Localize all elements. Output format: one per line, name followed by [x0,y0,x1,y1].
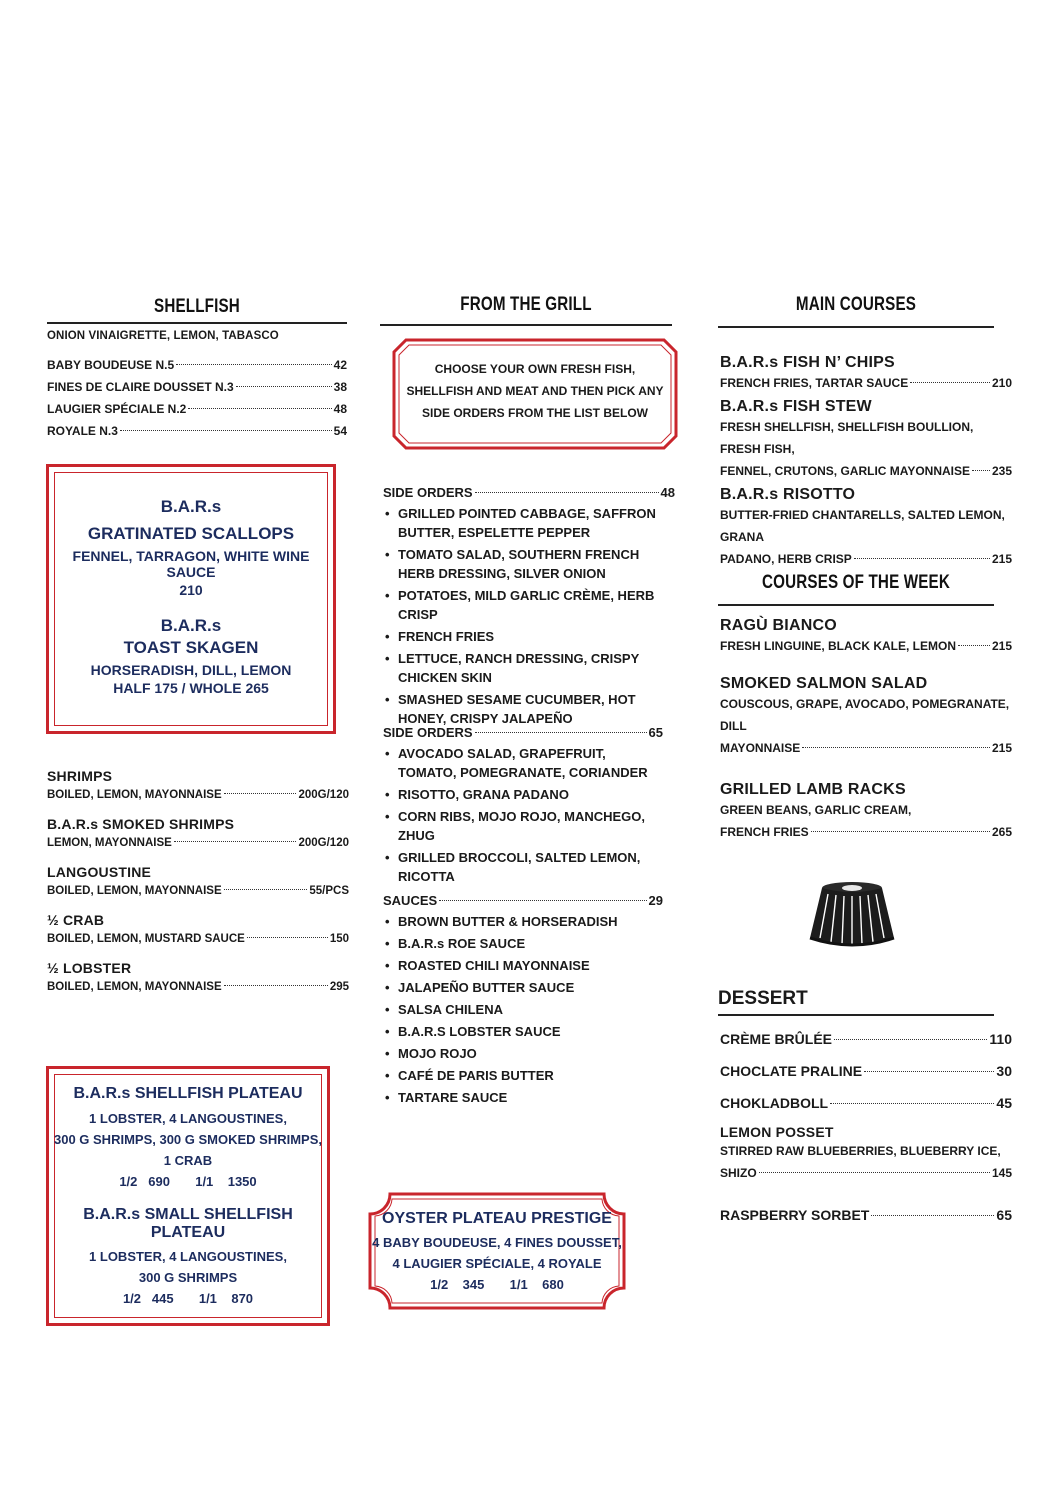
plateau-line: 1 CRAB [163,1153,213,1168]
list-item: • B.A.R.S LOBSTER SAUCE [383,1022,663,1041]
plateau-box [46,1066,330,1326]
list-item: • RISOTTO, GRANA PADANO [383,785,663,804]
plateau-price-1: 1/2 690 1/1 1350 [119,1174,257,1189]
list-item: • POTATOES, MILD GARLIC CRÈME, HERB CRISP [383,586,675,624]
list-item: • TARTARE SAUCE [383,1088,663,1107]
feature-desc-2: HORSERADISH, DILL, LEMON [90,662,292,678]
plateau-title-2: B.A.R.s SMALL SHELLFISH PLATEAU [83,1206,293,1241]
list-item: B.A.R.s RISOTTO BUTTER-FRIED CHANTARELLS, SALTED LEMON, GRANA PADANO, HERB CRISP 215 [720,486,1012,566]
mains-list [720,354,1012,570]
plateau-line: 1 LOBSTER, 4 LANGOUSTINES, [89,1111,287,1126]
feature-name-2: TOAST SKAGEN [123,638,259,657]
list-item: ½ LOBSTER BOILED, LEMON, MAYONNAISE 295 [47,960,349,993]
shellfish-title: SHELLFISH [154,296,240,317]
side-orders-list [383,744,663,886]
feature-name-1: GRATINATED SCALLOPS [87,524,295,543]
list-item: LAUGIER SPÉCIALE N.2 48 [47,402,347,416]
list-item: • B.A.R.s ROE SAUCE [383,934,663,953]
list-item: B.A.R.s FISH N’ CHIPS FRENCH FRIES, TARTAR SAUCE 210 [720,354,1012,390]
mains-column [718,294,994,334]
list-item: • CORN RIBS, MOJO ROJO, MANCHEGO, ZHUG [383,807,663,845]
oyster-plateau-line: 4 LAUGIER SPÉCIALE, 4 ROYALE [392,1256,602,1271]
plateau-line: 300 G SHRIMPS [138,1270,238,1285]
list-item: • FRENCH FRIES [383,627,675,646]
dessert-list [720,1026,1012,1228]
mains-title: MAIN COURSES [795,294,917,315]
list-item: • ROASTED CHILI MAYONNAISE [383,956,663,975]
list-item: • MOJO ROJO [383,1044,663,1063]
feature-price-1: 210 [179,582,203,598]
list-item: LEMON POSSET STIRRED RAW BLUEBERRIES, BLUEBERRY ICE, SHIZO 145 [720,1124,1012,1180]
feature-price-2: HALF 175 / WHOLE 265 [113,680,269,696]
sauces-price: 29 [648,893,663,908]
shellfish-subtitle: ONION VINAIGRETTE, LEMON, TABASCO [47,330,279,342]
side-orders-price: 65 [648,725,663,740]
list-item: • BROWN BUTTER & HORSERADISH [383,912,663,931]
oyster-plateau-price: 1/2 345 1/1 680 [430,1277,564,1292]
list-item: CRÈME BRÛLÉE 110 [720,1031,1012,1047]
list-item: B.A.R.s FISH STEW FRESH SHELLFISH, SHELLFISH BOULLION, FRESH FISH, FENNEL, CRUTONS, GARLIC MAYONNAISE 235 [720,398,1012,478]
side-orders-2 [383,722,663,889]
list-item: BABY BOUDEUSE N.5 42 [47,358,347,372]
sauces-label: SAUCES [383,893,438,908]
oyster-list [47,354,347,442]
list-item: SHRIMPS BOILED, LEMON, MAYONNAISE 200G/120 [47,768,349,801]
oyster-plateau-line: 4 BABY BOUDEUSE, 4 FINES DOUSSET, [372,1235,622,1250]
week-section [718,572,994,612]
list-item: • SMASHED SESAME CUCUMBER, HOT HONEY, CRISPY JALAPEÑO [383,690,675,728]
side-orders-1 [383,482,675,731]
dessert-title: DESSERT [718,988,808,1009]
feature-brand-2: B.A.R.s [160,616,222,635]
list-item: • CAFÉ DE PARIS BUTTER [383,1066,663,1085]
sauces [383,890,663,1110]
grill-column [380,294,672,332]
shellfish-items [47,768,349,998]
plateau-line: 1 LOBSTER, 4 LANGOUSTINES, [89,1249,287,1264]
side-orders-label: SIDE ORDERS [383,485,473,500]
list-item: • GRILLED POINTED CABBAGE, SAFFRON BUTTER, ESPELETTE PEPPER [383,504,675,542]
list-item: • JALAPEÑO BUTTER SAUCE [383,978,663,997]
list-item: • GRILLED BROCCOLI, SALTED LEMON, RICOTTA [383,848,663,886]
sauces-list [383,912,663,1107]
list-item: CHOKLADBOLL 45 [720,1095,1012,1111]
list-item: RASPBERRY SORBET 65 [720,1207,1012,1223]
list-item: ROYALE N.3 54 [47,424,347,438]
side-orders-label: SIDE ORDERS [383,725,473,740]
week-list [720,617,1012,843]
plateau-line: 300 G SHRIMPS, 300 G SMOKED SHRIMPS, [53,1132,323,1147]
list-item: CHOCLATE PRALINE 30 [720,1063,1012,1079]
feature-box [46,464,336,734]
list-item: B.A.R.s SMOKED SHRIMPS LEMON, MAYONNAISE 200G/120 [47,816,349,849]
grill-intro: CHOOSE YOUR OWN FRESH FISH, SHELLFISH AND MEAT AND THEN PICK ANY SIDE ORDERS FROM THE LIST BELOW [406,362,664,420]
list-item: GRILLED LAMB RACKS GREEN BEANS, GARLIC CREAM, FRENCH FRIES 265 [720,781,1012,839]
list-item: SMOKED SALMON SALAD COUSCOUS, GRAPE, AVOCADO, POMEGRANATE, DILL MAYONNAISE 215 [720,675,1012,755]
list-item: LANGOUSTINE BOILED, LEMON, MAYONNAISE 55/PCS [47,864,349,897]
grill-title: FROM THE GRILL [460,294,592,315]
list-item: FINES DE CLAIRE DOUSSET N.3 38 [47,380,347,394]
list-item: ½ CRAB BOILED, LEMON, MUSTARD SAUCE 150 [47,912,349,945]
side-orders-price: 48 [660,485,675,500]
jelly-mould-icon [802,880,902,952]
list-item: • LETTUCE, RANCH DRESSING, CRISPY CHICKEN SKIN [383,649,675,687]
shellfish-column [47,296,347,442]
list-item: RAGÙ BIANCO FRESH LINGUINE, BLACK KALE, LEMON 215 [720,617,1012,653]
plateau-title-1: B.A.R.s SHELLFISH PLATEAU [73,1085,303,1102]
list-item: • TOMATO SALAD, SOUTHERN FRENCH HERB DRESSING, SILVER ONION [383,545,675,583]
feature-desc-1: FENNEL, TARRAGON, WHITE WINE SAUCE [72,548,310,580]
plateau-price-2: 1/2 445 1/1 870 [122,1291,254,1306]
dessert-section [718,988,994,1022]
list-item: • SALSA CHILENA [383,1000,663,1019]
feature-brand-1: B.A.R.s [160,497,222,516]
week-title: COURSES OF THE WEEK [762,572,950,593]
side-orders-list [383,504,675,728]
oyster-plateau-box [370,1210,624,1295]
oyster-plateau-title: OYSTER PLATEAU PRESTIGE [382,1210,612,1227]
list-item: • AVOCADO SALAD, GRAPEFRUIT, TOMATO, POMEGRANATE, CORIANDER [383,744,663,782]
